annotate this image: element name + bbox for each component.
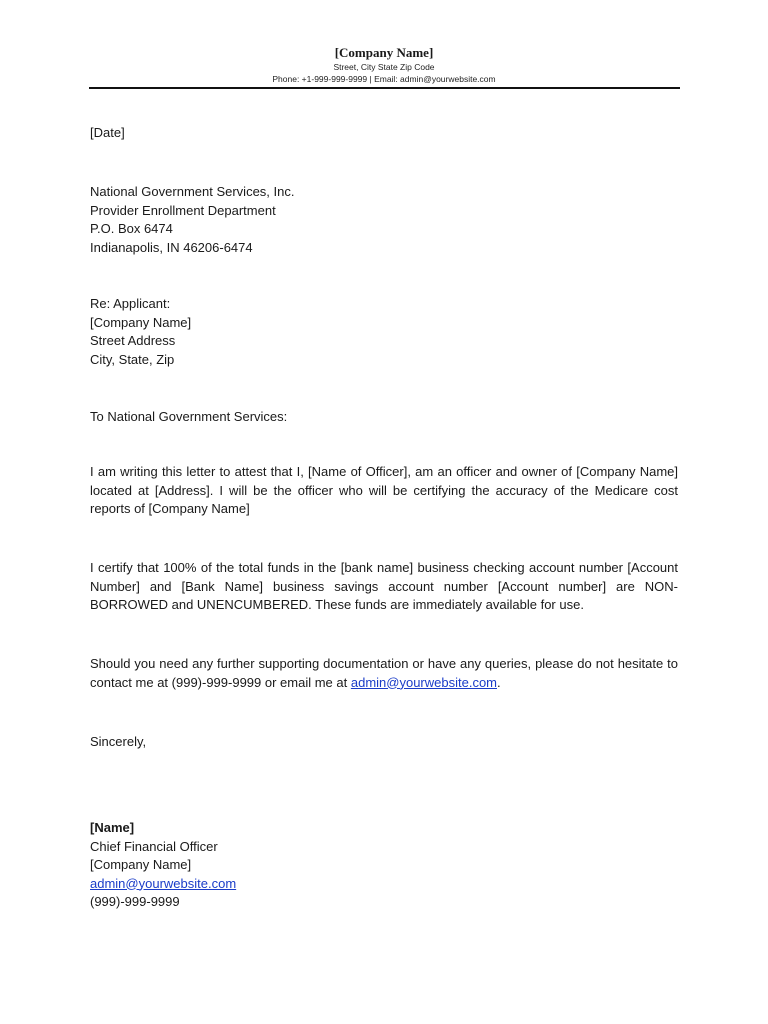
re-city: City, State, Zip (90, 351, 175, 367)
paragraph-3-before-link: Should you need any further supporting documentation or have any queries, please do not hesitate to contact me at (999)-999-9999 or email me at (90, 656, 678, 690)
paragraph-1-text: I am writing this letter to attest that I, [Name of Officer], am an officer and owner of [Company Name] located at [Address]. I will be the officer who will be certifying the accuracy of the Medicare cost reports of [Company Name] (90, 464, 678, 516)
letter-date (90, 124, 678, 143)
signature-email-link[interactable]: admin@yourwebsite.com (90, 875, 237, 891)
paragraph-2-text: I certify that 100% of the total funds in the [bank name] business checking account number [Account Number] and [Bank Name] business savings account number [Account number] are NON-BORROWED and UNENCUMBERED. These funds are immediately available for use. (90, 560, 678, 612)
recipient-line-2: Provider Enrollment Department (90, 202, 276, 218)
paragraph-3-after-link: . (497, 674, 501, 690)
signature-phone: (999)-999-9999 (90, 894, 180, 909)
letterhead-address: Street, City State Zip Code (333, 62, 435, 72)
paragraph-3-text (90, 655, 678, 692)
re-street: Street Address (90, 333, 176, 348)
recipient-line-3: P.O. Box 6474 (90, 221, 173, 236)
letterhead-company-name: [Company Name] (334, 45, 434, 60)
re-label: Re: Applicant: (90, 296, 171, 311)
email-link[interactable]: admin@yourwebsite.com (350, 674, 498, 690)
re-company: [Company Name] (90, 314, 192, 330)
salutation (90, 408, 678, 427)
signature-company: [Company Name] (90, 857, 192, 872)
closing (90, 733, 678, 752)
letterhead-contact: Phone: +1-999-999-9999 | Email: admin@yourwebsite.com (272, 74, 496, 84)
recipient-line-4: Indianapolis, IN 46206-6474 (90, 239, 253, 255)
letterhead-divider (89, 87, 680, 89)
paragraph-contact (90, 655, 678, 692)
paragraph-attestation (90, 463, 678, 519)
paragraph-certification (90, 559, 678, 615)
signature-title: Chief Financial Officer (90, 838, 218, 854)
closing-text: Sincerely, (90, 734, 147, 749)
re-block (90, 295, 678, 369)
recipient-line-1: National Government Services, Inc. (90, 184, 295, 199)
salutation-text: To National Government Services: (90, 409, 288, 424)
date-text: [Date] (90, 125, 125, 140)
recipient-address (90, 183, 678, 257)
signature-name: [Name] (90, 820, 135, 835)
letterhead (89, 44, 679, 85)
signature-block (90, 819, 678, 912)
